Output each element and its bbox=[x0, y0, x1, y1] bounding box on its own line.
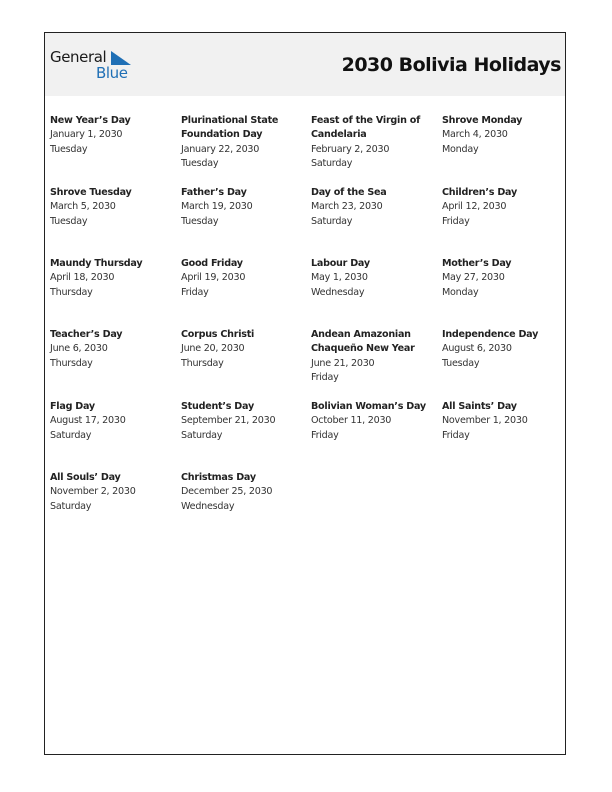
holiday-date: May 27, 2030 bbox=[442, 272, 505, 284]
holiday-date: March 5, 2030 bbox=[50, 201, 116, 213]
holiday-name: New Year’s Day bbox=[50, 115, 131, 126]
holiday-date: November 1, 2030 bbox=[442, 415, 528, 427]
holiday-item bbox=[50, 328, 178, 371]
holiday-weekday: Tuesday bbox=[50, 215, 88, 227]
logo-word-general: General bbox=[50, 48, 107, 66]
holiday-name: Plurinational State Foundation Day bbox=[181, 115, 279, 141]
holiday-weekday: Saturday bbox=[50, 429, 92, 441]
holiday-name: Christmas Day bbox=[181, 472, 256, 483]
holiday-date: June 6, 2030 bbox=[50, 343, 108, 355]
holiday-item bbox=[442, 257, 570, 300]
holiday-date: March 23, 2030 bbox=[311, 201, 383, 213]
holiday-name: Andean Amazonian Chaqueño New Year bbox=[311, 329, 415, 355]
holiday-weekday: Friday bbox=[181, 286, 209, 298]
holiday-weekday: Monday bbox=[442, 286, 479, 298]
holiday-weekday: Thursday bbox=[50, 286, 93, 298]
holiday-name: Independence Day bbox=[442, 329, 539, 340]
holiday-weekday: Friday bbox=[442, 215, 470, 227]
page-title: 2030 Bolivia Holidays bbox=[341, 54, 561, 76]
holiday-name: All Souls’ Day bbox=[50, 472, 121, 483]
holiday-item bbox=[442, 400, 570, 443]
logo-triangle-icon bbox=[111, 51, 131, 65]
holiday-name: Labour Day bbox=[311, 258, 370, 269]
holiday-date: August 6, 2030 bbox=[442, 343, 512, 355]
holiday-name: Good Friday bbox=[181, 258, 243, 269]
holiday-name: Corpus Christi bbox=[181, 329, 255, 340]
holiday-item bbox=[181, 257, 309, 300]
holiday-date: August 17, 2030 bbox=[50, 415, 126, 427]
holiday-item bbox=[50, 471, 178, 514]
holiday-item bbox=[50, 186, 178, 229]
holiday-weekday: Wednesday bbox=[311, 286, 365, 298]
holiday-item bbox=[311, 186, 439, 229]
holiday-date: April 19, 2030 bbox=[181, 272, 246, 284]
holiday-date: February 2, 2030 bbox=[311, 143, 390, 155]
holiday-weekday: Friday bbox=[311, 372, 339, 384]
holiday-weekday: Tuesday bbox=[181, 215, 219, 227]
holiday-weekday: Thursday bbox=[181, 357, 224, 369]
holiday-weekday: Thursday bbox=[50, 357, 93, 369]
holiday-item bbox=[311, 400, 439, 443]
holiday-weekday: Saturday bbox=[311, 215, 353, 227]
holiday-weekday: Tuesday bbox=[50, 143, 88, 155]
holiday-date: April 18, 2030 bbox=[50, 272, 115, 284]
holiday-date: September 21, 2030 bbox=[181, 415, 276, 427]
holiday-date: June 21, 2030 bbox=[311, 357, 375, 369]
holiday-name: Shrove Monday bbox=[442, 115, 523, 126]
holiday-name: Flag Day bbox=[50, 401, 95, 412]
holiday-name: Teacher’s Day bbox=[50, 329, 123, 340]
holiday-item bbox=[50, 114, 178, 157]
header-band bbox=[45, 33, 565, 96]
holiday-date: June 20, 2030 bbox=[181, 343, 245, 355]
holiday-date: November 2, 2030 bbox=[50, 486, 136, 498]
holiday-date: December 25, 2030 bbox=[181, 486, 273, 498]
holiday-date: January 1, 2030 bbox=[50, 129, 123, 141]
holiday-name: Mother’s Day bbox=[442, 258, 512, 269]
holiday-weekday: Monday bbox=[442, 143, 479, 155]
holiday-weekday: Tuesday bbox=[181, 158, 219, 170]
holiday-item bbox=[181, 328, 309, 371]
holiday-date: March 4, 2030 bbox=[442, 129, 508, 141]
holiday-name: Day of the Sea bbox=[311, 187, 387, 198]
holiday-name: Bolivian Woman’s Day bbox=[311, 401, 426, 412]
holiday-name: Maundy Thursday bbox=[50, 258, 143, 269]
holiday-name: All Saints’ Day bbox=[442, 401, 517, 412]
holiday-weekday: Saturday bbox=[50, 500, 92, 512]
holiday-item bbox=[442, 328, 570, 371]
holiday-name: Student’s Day bbox=[181, 401, 254, 412]
holiday-item bbox=[442, 186, 570, 229]
holiday-item bbox=[181, 186, 309, 229]
holiday-name: Father’s Day bbox=[181, 187, 247, 198]
holiday-name: Feast of the Virgin of Candelaria bbox=[311, 115, 421, 141]
holiday-weekday: Friday bbox=[311, 429, 339, 441]
holiday-item bbox=[442, 114, 570, 157]
holiday-date: October 11, 2030 bbox=[311, 415, 392, 427]
holiday-weekday: Tuesday bbox=[442, 357, 480, 369]
holiday-item bbox=[311, 257, 439, 300]
holiday-date: May 1, 2030 bbox=[311, 272, 368, 284]
holiday-date: March 19, 2030 bbox=[181, 201, 253, 213]
logo-word-blue: Blue bbox=[96, 64, 128, 82]
holiday-date: January 22, 2030 bbox=[181, 143, 260, 155]
logo bbox=[50, 48, 140, 84]
holiday-item bbox=[311, 114, 439, 172]
holiday-weekday: Saturday bbox=[311, 158, 353, 170]
holiday-name: Children’s Day bbox=[442, 187, 517, 198]
holiday-item bbox=[311, 328, 439, 386]
holiday-item bbox=[50, 400, 178, 443]
holiday-weekday: Friday bbox=[442, 429, 470, 441]
holiday-item bbox=[50, 257, 178, 300]
holiday-item bbox=[181, 400, 309, 443]
holiday-name: Shrove Tuesday bbox=[50, 187, 132, 198]
holiday-item bbox=[181, 114, 309, 172]
holiday-date: April 12, 2030 bbox=[442, 201, 507, 213]
page-frame bbox=[44, 32, 566, 755]
holiday-item bbox=[181, 471, 309, 514]
holiday-weekday: Saturday bbox=[181, 429, 223, 441]
holiday-weekday: Wednesday bbox=[181, 500, 235, 512]
